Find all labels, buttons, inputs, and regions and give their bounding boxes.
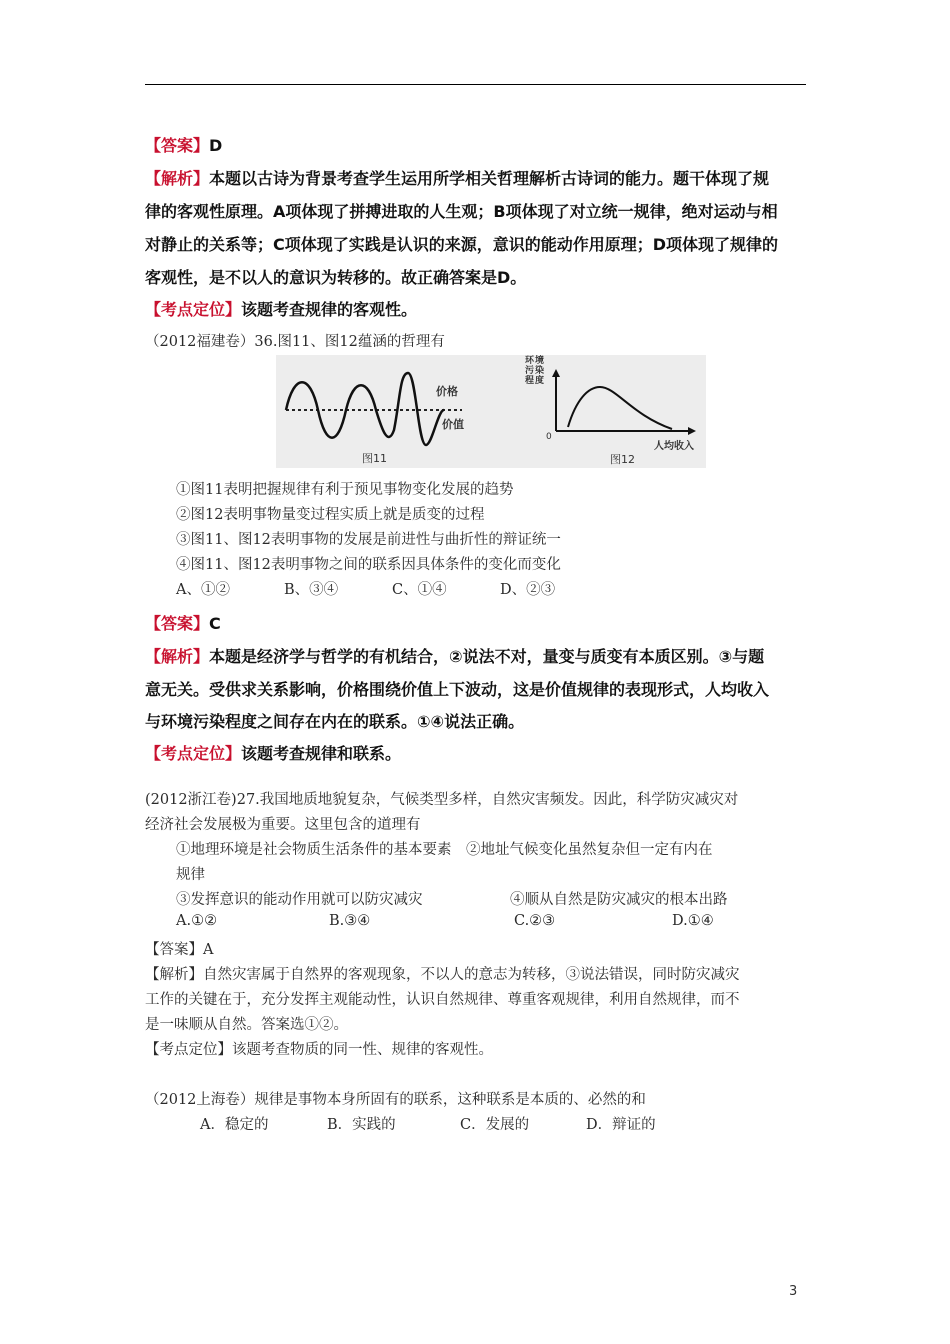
q1-analysis-line-2: 律的客观性原理。A项体现了拼搏进取的人生观；B项体现了对立统一规律，绝对运动与相 (145, 202, 778, 221)
option-d: D、②③ (500, 582, 556, 598)
q3-items-line-1: ①地理环境是社会物质生活条件的基本要素 ②地址气候变化虽然复杂但一定有内在 (176, 842, 713, 858)
analysis-tag: 【解析】 (145, 169, 210, 188)
q3-options (176, 913, 714, 929)
q1-kaodian-line (145, 297, 417, 320)
analysis-text: 本题以古诗为背景考查学生运用所学相关哲理解析古诗词的能力。题干体现了规 (209, 169, 770, 188)
q4-options (200, 1113, 656, 1134)
q1-analysis-line-3: 对静止的关系等；C项体现了实践是认识的来源，意识的能动作用原理；D项体现了规律的 (145, 235, 779, 254)
q2-item-3: ③图11、图12表明事物的发展是前进性与曲折性的辩证统一 (176, 532, 561, 548)
answer-tag: 【答案】 (145, 614, 210, 633)
q2-figure (276, 355, 706, 468)
svg-text:境: 境 (535, 356, 545, 366)
value-label: 价值 (442, 418, 464, 431)
q3-analysis-line-2: 工作的关键在于，充分发挥主观能动性，认识自然规律、尊重客观规律，利用自然规律，而不 (145, 992, 740, 1008)
option-c: C.②③ (514, 913, 556, 929)
analysis-text: 本题是经济学与哲学的有机结合，②说法不对，量变与质变有本质区别。③与题 (209, 647, 765, 666)
svg-text:染: 染 (535, 366, 545, 376)
price-label: 价格 (436, 385, 458, 398)
q2-analysis-line-3: 与环境污染程度之间存在内在的联系。①④说法正确。 (145, 712, 525, 731)
option-a: A.①② (176, 913, 218, 929)
option-a: A、①② (176, 582, 230, 598)
option-b: B.③④ (329, 913, 371, 929)
q1-analysis-line-1 (145, 166, 769, 189)
option-c: C、①④ (392, 582, 447, 598)
q3-item-4: ④顺从自然是防灾减灾的根本出路 (510, 892, 728, 908)
q2-options (176, 578, 555, 599)
option-c: C．发展的 (460, 1117, 530, 1133)
answer-tag: 【答案】 (145, 136, 210, 155)
header-rule (145, 84, 806, 85)
q2-item-4: ④图11、图12表明事物之间的联系因具体条件的变化而变化 (176, 557, 561, 573)
q2-item-2: ②图12表明事物量变过程实质上就是质变的过程 (176, 507, 485, 523)
fig11-caption: 图11 (362, 452, 387, 465)
svg-text:环: 环 (525, 356, 535, 366)
q2-kaodian-line (145, 741, 401, 764)
kaodian-text: 该题考查规律和联系。 (241, 744, 402, 763)
q3-stem-line-2: 经济社会发展极为重要。这里包含的道理有 (145, 817, 421, 833)
q2-analysis-line-2: 意无关。受供求关系影响，价格围绕价值上下波动，这是价值规律的表现形式，人均收入 (145, 680, 770, 699)
option-d: D．辩证的 (586, 1117, 656, 1133)
q3-analysis-line-3: 是一味顺从自然。答案选①②。 (145, 1017, 348, 1033)
q1-analysis-line-4: 客观性，是不以人的意识为转移的。故正确答案是D。 (145, 268, 527, 287)
option-d: D.①④ (672, 913, 714, 929)
q3-item-3: ③发挥意识的能动作用就可以防灾减灾 (176, 892, 423, 908)
q3-kaodian-line: 【考点定位】该题考查物质的同一性、规律的客观性。 (145, 1042, 493, 1058)
option-b: B、③④ (284, 582, 339, 598)
q1-answer-line (145, 133, 222, 156)
figure-background (276, 355, 706, 468)
option-b: B．实践的 (327, 1117, 396, 1133)
q3-stem-line-1: (2012浙江卷)27.我国地质地貌复杂，气候类型多样，自然灾害频发。因此，科学防灾减灾对 (145, 792, 739, 808)
q4-stem: （2012上海卷）规律是事物本身所固有的联系，这种联系是本质的、必然的和 (145, 1092, 646, 1108)
svg-text:污: 污 (525, 366, 535, 376)
analysis-tag: 【解析】 (145, 647, 210, 666)
q3-items-line-2: 规律 (176, 867, 205, 883)
q3-analysis-line-1: 【解析】自然灾害属于自然界的客观现象，不以人的意志为转移，③说法错误，同时防灾减灾 (145, 967, 740, 983)
option-a: A．稳定的 (200, 1117, 269, 1133)
kaodian-text: 该题考查规律的客观性。 (241, 300, 418, 319)
q3-answer-line: 【答案】A (145, 942, 214, 958)
svg-text:度: 度 (535, 376, 545, 386)
q2-analysis-line-1 (145, 644, 764, 667)
kaodian-tag: 【考点定位】 (145, 300, 242, 319)
answer-value: C (209, 614, 221, 633)
q2-item-1: ①图11表明把握规律有利于预见事物变化发展的趋势 (176, 482, 514, 498)
fig12-origin: 0 (546, 432, 552, 442)
q2-answer-line (145, 611, 221, 634)
answer-value: D (209, 136, 223, 155)
fig12-y-label (525, 355, 544, 386)
fig12-x-label: 人均收入 (654, 441, 694, 452)
q2-stem: （2012福建卷）36.图11、图12蕴涵的哲理有 (145, 334, 445, 350)
svg-text:程: 程 (525, 376, 535, 386)
fig12-caption: 图12 (610, 453, 635, 466)
page-number: 3 (789, 1284, 798, 1299)
kaodian-tag: 【考点定位】 (145, 744, 242, 763)
